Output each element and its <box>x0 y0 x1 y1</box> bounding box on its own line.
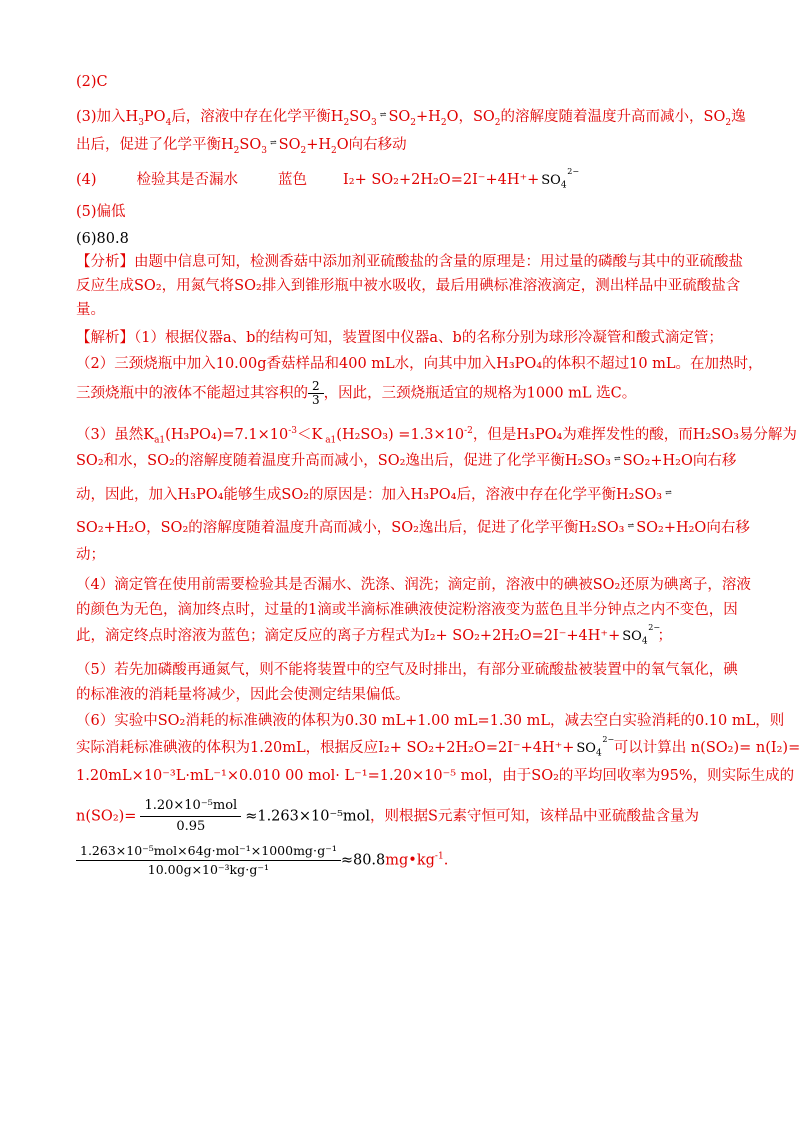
answer-5: (5)偏低 <box>76 204 126 220</box>
sulfate-ion: $SO_4$ 2− <box>576 735 615 759</box>
solution-p3-line-1: （3）虽然$K_{a1}(H_3PO_4)=7.1\times 10^{-3}<K$ $_{a1}(H_2SO_3) =1.3\times 10^{-2}$，但是H₃PO₄为难挥发性的酸，而H₂SO₃易分解为 <box>76 426 797 446</box>
solution-p3-line-4: SO₂+H₂O，SO₂的溶解度随着温度升高而减小，SO₂逸出后，促进了化学平衡H₂SO₃ ⇌ SO₂+H₂O向右移 <box>76 516 750 538</box>
analysis-line-2: 反应生成SO₂，用氮气将SO₂排入到锥形瓶中被水吸收，最后用碘标准溶液滴定，测出样品中亚硫酸盐含 <box>76 278 741 294</box>
solution-p1: 【解析】（1）根据仪器a、b的结构可知，装置图中仪器a、b的名称分别为球形冷凝管和酸式滴定管； <box>76 330 723 346</box>
equilibrium-icon: ⇌ <box>627 521 634 530</box>
solution-p3-line-2: SO₂和水，SO₂的溶解度随着温度升高而减小，SO₂逸出后，促进了化学平衡H₂SO₃ ⇌ SO₂+H₂O向右移 <box>76 449 736 471</box>
analysis-tag: 【分析】 <box>76 254 134 270</box>
solution-p6-line-4: n(SO₂)= $\frac{\text{1.20×10⁻⁵mol}}{0.95}$ ≈1.263×10⁻⁵mol，则根据S元素守恒可知，该样品中亚硫酸盐含量为 <box>76 796 699 837</box>
answer-3-line-2: 出后，促进了化学平衡$H_2SO_3\rightleftharpoons$ $SO_2+H_2O$向右移动 <box>76 133 407 161</box>
solution-p3-line-5: 动； <box>76 547 105 563</box>
fraction-sulfite-content: $\frac{\text{1.263×10⁻⁵mol×64g⋅mol⁻¹×1000mg⋅g⁻¹}}{\text{10.00g×10⁻³kg⋅g⁻¹}}$ <box>76 842 341 879</box>
solution-p6-line-2: 实际消耗标准碘液的体积为1.20mL，根据反应$I_2+ SO_2+2H_2O=2I^-+4H^++ SO_4$ 2− 可以计算出 n(SO₂)= n(I₂)= <box>76 738 800 764</box>
solution-p6-line-1: （6）实验中SO₂消耗的标准碘液的体积为0.30 mL+1.00 mL=1.30 mL，减去空白实验消耗的0.10 mL，则 <box>76 713 785 729</box>
solution-p6-line-3: 1.20mL×10⁻³L·mL⁻¹×0.010 00 mol· L⁻¹=1.20×10⁻⁵ mol，由于SO₂的平均回收率为95%，则实际生成的 <box>76 768 795 784</box>
equilibrium-icon: ⇌ <box>379 110 386 119</box>
answer-4: (4) 检验其是否漏水 蓝色 $I_2+ SO_2+2H_2O=2I^-+4H^++ SO_4$ 2− <box>76 170 567 196</box>
answer-3-line-1: (3)加入$H_3PO_4$后，溶液中存在化学平衡$H_2SO_3\rightleftharpoons$ $SO_2+H_2O$，$SO_2$的溶解度随着温度升高而减小，$SO_2$逸 <box>76 105 746 133</box>
solution-p4-line-2: 的颜色为无色，滴加终点时，过量的1滴或半滴标准碘液使淀粉溶液变为蓝色且半分钟点之内不变色，因 <box>76 602 738 618</box>
solution-p2-line-1: （2）三颈烧瓶中加入10.00g香菇样品和400 mL水，向其中加入H₃PO₄的体积不超过10 mL。在加热时， <box>76 356 763 372</box>
solution-p6-line-5: $\frac{\text{1.263×10⁻⁵mol×64g⋅mol⁻¹×1000mg⋅g⁻¹}}{\text{10.00g×10⁻³kg⋅g⁻¹}}$ $\approx 80.8mg•kg^{-1}$. <box>76 842 448 879</box>
equilibrium-icon: ⇌ <box>614 454 620 463</box>
sulfate-ion: $SO_4$ 2− <box>622 623 661 647</box>
answer-6: (6)80.8 <box>76 231 129 247</box>
analysis-line-3: 量。 <box>76 302 105 318</box>
fraction-two-thirds: $\frac{2}{3}$ <box>308 380 324 407</box>
solution-p3-line-3: 动，因此，加入H₃PO₄能够生成SO₂的原因是：加入H₃PO₄后，溶液中存在化学平衡H₂SO₃ ⇌ <box>76 483 674 505</box>
equilibrium-icon: ⇌ <box>269 138 276 147</box>
solution-p5-line-2: 的标准液的消耗量将减少，因此会使测定结果偏低。 <box>76 687 410 703</box>
solution-p5-line-1: （5）若先加磷酸再通氮气，则不能将装置中的空气及时排出，有部分亚硫酸盐被装置中的氧气氧化，碘 <box>76 662 738 678</box>
solution-p4-line-3: 此，滴定终点时溶液为蓝色；滴定反应的离子方程式为$I_2+ SO_2+2H_2O=2I^-+4H^++ SO_4$ 2− ； <box>76 626 672 652</box>
sulfate-ion: $SO_4$ 2− <box>541 167 580 191</box>
solution-p4-line-1: （4）滴定管在使用前需要检验其是否漏水、洗涤、润洗；滴定前，溶液中的碘被SO₂还原为碘离子，溶液 <box>76 577 751 593</box>
analysis-line-1: 【分析】由题中信息可知，检测香菇中添加剂亚硫酸盐的含量的原理是：用过量的磷酸与其中的亚硫酸盐 <box>76 254 743 270</box>
answer-2: (2)C <box>76 74 108 90</box>
equilibrium-icon: ⇌ <box>665 488 671 497</box>
solution-p2-line-2: 三颈烧瓶中的液体不能超过其容积的 $\frac{2}{3}$ ，因此，三颈烧瓶适宜的规格为1000 mL 选C。 <box>76 379 637 407</box>
solution-tag: 【解析】 <box>76 330 134 346</box>
fraction-n-so2: $\frac{\text{1.20×10⁻⁵mol}}{0.95}$ <box>140 796 241 837</box>
